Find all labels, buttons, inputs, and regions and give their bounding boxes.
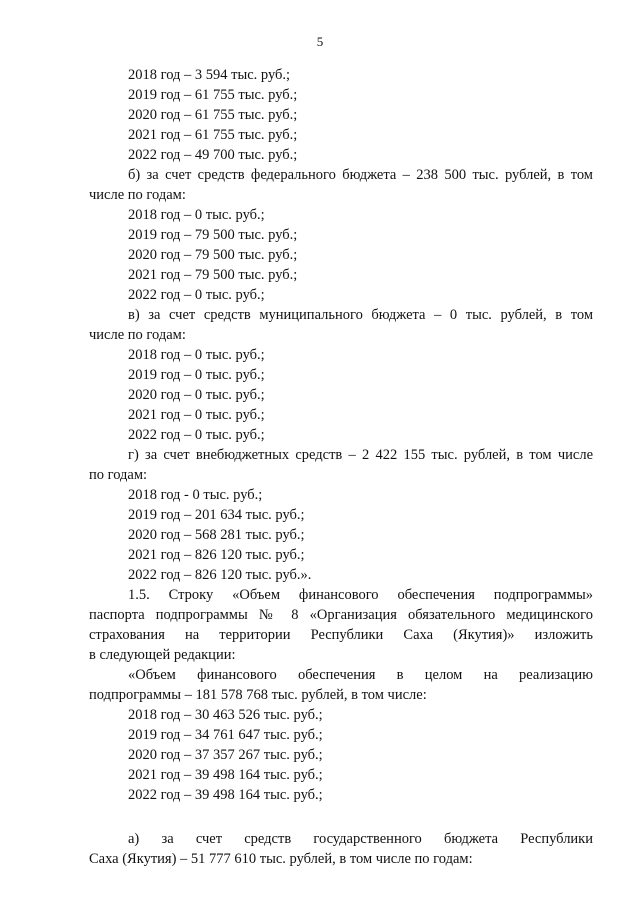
text-line: 2018 год – 0 тыс. руб.; <box>128 347 265 363</box>
text-line: Саха (Якутия) – 51 777 610 тыс. рублей, в том числе по годам: <box>89 851 473 867</box>
text-line: 2020 год – 568 281 тыс. руб.; <box>128 527 305 543</box>
text-line: по годам: <box>89 467 148 483</box>
text-line: 2018 год – 0 тыс. руб.; <box>128 207 265 223</box>
text-line: 2021 год – 79 500 тыс. руб.; <box>128 267 298 283</box>
text-line: 2022 год – 49 700 тыс. руб.; <box>128 147 298 163</box>
text-line: числе по годам: <box>89 187 186 203</box>
text-line: 2021 год – 61 755 тыс. руб.; <box>128 127 298 143</box>
text-line: 2020 год – 79 500 тыс. руб.; <box>128 247 298 263</box>
text-line: числе по годам: <box>89 327 186 343</box>
text-line: а) за счет средств государственного бюджета Республики <box>128 831 593 847</box>
text-line: 2018 год – 30 463 526 тыс. руб.; <box>128 707 323 723</box>
text-line: 2019 год – 201 634 тыс. руб.; <box>128 507 305 523</box>
text-line: 2019 год – 79 500 тыс. руб.; <box>128 227 298 243</box>
text-line: паспорта подпрограммы № 8 «Организация обязательного медицинского <box>89 607 593 623</box>
text-line: 1.5. Строку «Объем финансового обеспечения подпрограммы» <box>128 587 593 603</box>
text-line: 2022 год – 39 498 164 тыс. руб.; <box>128 787 323 803</box>
text-line: «Объем финансового обеспечения в целом на реализацию <box>128 667 593 683</box>
text-line: 2019 год – 0 тыс. руб.; <box>128 367 265 383</box>
text-line: б) за счет средств федерального бюджета – 238 500 тыс. рублей, в том <box>128 167 593 183</box>
text-line: 2021 год – 826 120 тыс. руб.; <box>128 547 305 563</box>
text-line: 2022 год – 0 тыс. руб.; <box>128 287 265 303</box>
page-number: 5 <box>316 34 324 49</box>
text-line: 2021 год – 39 498 164 тыс. руб.; <box>128 767 323 783</box>
text-line: в следующей редакции: <box>89 647 236 663</box>
text-line: подпрограммы – 181 578 768 тыс. рублей, в том числе: <box>89 687 427 703</box>
text-line: 2022 год – 0 тыс. руб.; <box>128 427 265 443</box>
text-line: страхования на территории Республики Саха (Якутия)» изложить <box>89 627 593 643</box>
text-line: 2018 год - 0 тыс. руб.; <box>128 487 263 503</box>
text-line: 2019 год – 34 761 647 тыс. руб.; <box>128 727 323 743</box>
text-line: 2021 год – 0 тыс. руб.; <box>128 407 265 423</box>
text-line: г) за счет внебюджетных средств – 2 422 155 тыс. рублей, в том числе <box>128 447 593 463</box>
text-line: 2020 год – 61 755 тыс. руб.; <box>128 107 298 123</box>
text-line: 2020 год – 0 тыс. руб.; <box>128 387 265 403</box>
text-line: в) за счет средств муниципального бюджета – 0 тыс. рублей, в том <box>128 307 593 323</box>
text-line: 2020 год – 37 357 267 тыс. руб.; <box>128 747 323 763</box>
text-line: 2019 год – 61 755 тыс. руб.; <box>128 87 298 103</box>
text-line: 2022 год – 826 120 тыс. руб.». <box>128 567 312 583</box>
text-line: 2018 год – 3 594 тыс. руб.; <box>128 67 291 83</box>
